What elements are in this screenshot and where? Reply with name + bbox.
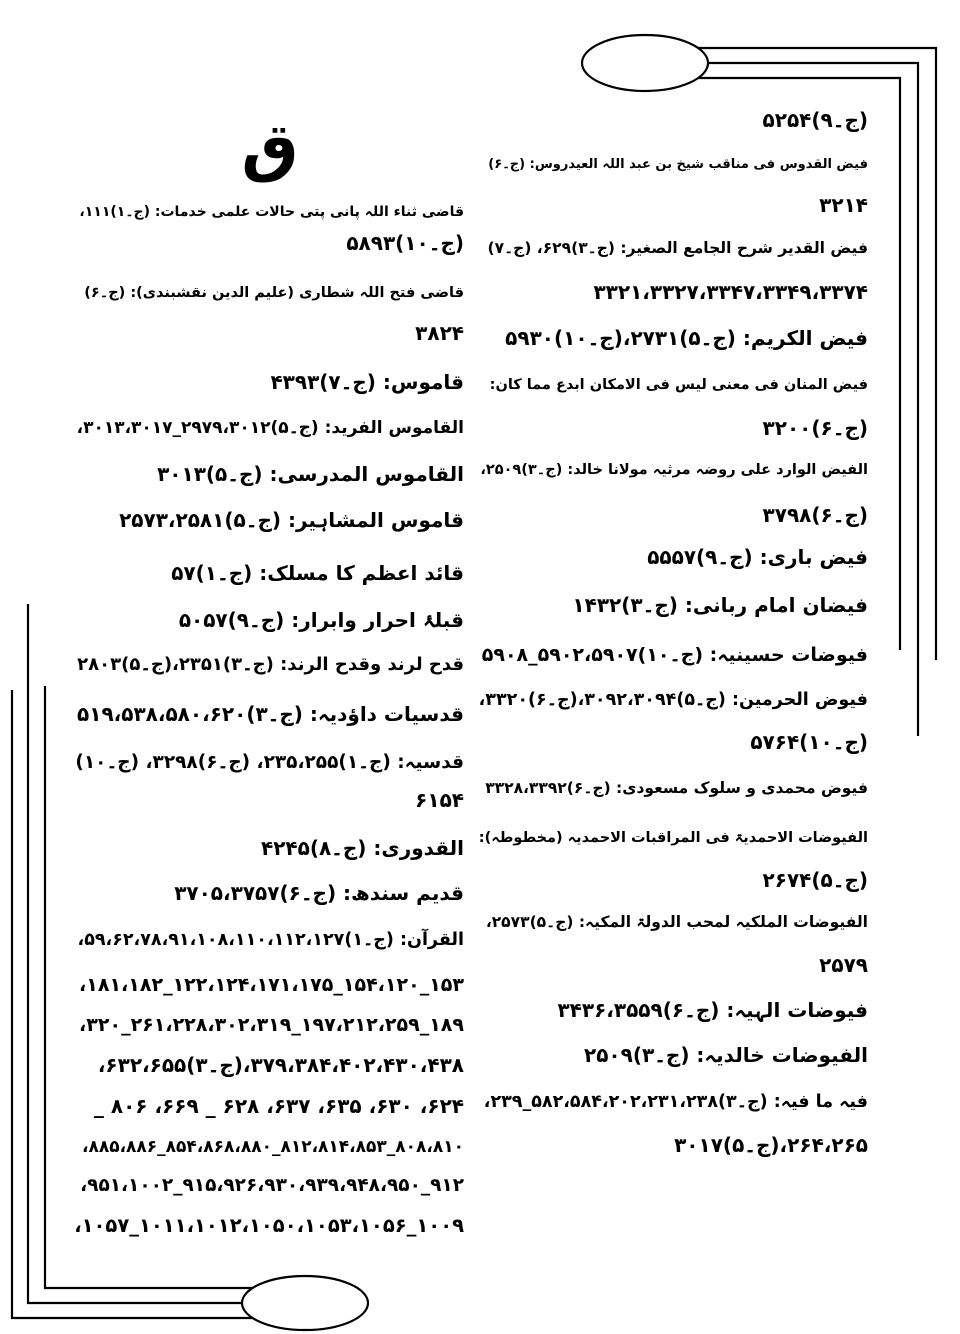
- index-entry-line: ۳۸۲۴: [415, 321, 464, 345]
- index-entry-line: ۳۳۲۱،۳۳۲۷،۳۳۴۷،۳۳۴۹،۳۳۷۴: [593, 280, 868, 304]
- index-entry-line: (ج۔۵)۲۶۷۴: [762, 868, 868, 892]
- index-entry-line: قاضی فتح اللہ شطاری (علیم الدین نقشبندی): (ج۔۶): [84, 285, 464, 301]
- index-entry-line: قدسیہ: (ج۔۱)۲۳۵،۲۵۵، (ج۔۶)۳۲۹۸، (ج۔۱۰): [75, 752, 464, 773]
- index-entry-line: فیض باری: (ج۔۹)۵۵۵۷: [647, 545, 868, 569]
- index-entry-line: القرآن: (ج۔۱)۵۹،۶۲،۷۸،۹۱،۱۰۸،۱۱۰،۱۱۲،۱۲۷،: [77, 930, 464, 950]
- index-entry-line: قدسیات داؤدیہ: (ج۔۳)۵۱۹،۵۳۸،۵۸۰،۶۲۰: [77, 702, 464, 726]
- index-entry-line: ۳۷۹،۳۸۴،۴۰۲،۴۳۰،۴۳۸،(ج۔۳)۶۳۲،۶۵۵،: [97, 1053, 464, 1077]
- index-entry-line: (ج۔۱۰)۵۸۹۳: [346, 231, 464, 255]
- index-entry-line: قاموس: (ج۔۷)۴۳۹۳: [270, 370, 464, 394]
- index-entry-line: فیوضات الہیہ: (ج۔۶)۳۴۳۶،۳۵۵۹: [557, 998, 868, 1022]
- index-entry-line: الفیوضات الاحمدیۃ فی المراقبات الاحمدیہ (مخطوطہ):: [478, 830, 868, 846]
- index-entry-line: قاضی ثناء اللہ پانی پتی حالات علمی خدمات: (ج۔۱)۱۱۱،: [79, 204, 464, 220]
- index-entry-line: فیہ ما فیہ: (ج۔۳)۵۸۲،۵۸۴،۲۰۲،۲۳۱،۲۳۸_۲۳۹،: [483, 1092, 868, 1112]
- index-entry-line: ۶۱۵۴: [415, 788, 464, 812]
- index-entry-line: الفیوضات خالدیہ: (ج۔۳)۲۵۰۹: [584, 1043, 868, 1067]
- index-entry-line: (ج۔۹)۵۲۵۴: [762, 108, 868, 132]
- index-entry-line: ۲۶۴،۲۶۵،(ج۔۵)۳۰۱۷: [674, 1133, 868, 1157]
- index-entry-line: ۹۱۲_۹۱۵،۹۲۶،۹۳۰،۹۳۹،۹۴۸،۹۵۰_۹۵۱،۱۰۰۲،: [80, 1175, 464, 1196]
- index-entry-line: ۱۵۳_۱۵۴،۱۲۰_۱۲۲،۱۲۴،۱۷۱،۱۷۵_۱۸۱،۱۸۲،: [79, 974, 464, 996]
- index-entry-line: ۱۰۰۹_۱۰۱۱،۱۰۱۲،۱۰۵۰،۱۰۵۳،۱۰۵۶_۱۰۵۷،: [74, 1214, 464, 1237]
- index-entry-line: فیوض محمدی و سلوک مسعودی: (ج۔۶)۳۳۲۸،۳۳۹۲: [485, 779, 868, 797]
- index-entry-line: ۸۰۸،۸۱۰_۸۱۲،۸۱۴،۸۵۳_۸۵۴،۸۶۸،۸۸۰_۸۸۵،۸۸۶،: [81, 1137, 464, 1157]
- index-entry-line: القدوری: (ج۔۸)۴۲۴۵: [260, 836, 464, 860]
- index-entry-line: (ج۔۶)۳۲۰۰: [762, 416, 868, 440]
- index-entry-line: فیض الکریم: (ج۔۵)۲۷۳۱،(ج۔۱۰)۵۹۳۰: [505, 326, 868, 350]
- index-entry-line: قبلۂ احرار وابرار: (ج۔۹)۵۰۵۷: [178, 608, 464, 632]
- index-entry-line: ۳۲۱۴: [819, 193, 868, 217]
- index-entry-line: ۶۲۴، ۶۳۰، ۶۳۵، ۶۳۷، ۶۲۸ _ ۶۶۹، ۸۰۶ _: [93, 1094, 464, 1118]
- section-letter-heading: ق: [241, 111, 299, 185]
- right-index-column: [478, 0, 868, 1334]
- index-entry-line: قدح لرند وقدح الرند: (ج۔۳)۲۳۵۱،(ج۔۵)۲۸۰۳: [77, 654, 464, 675]
- index-entry-line: الفیوضات الملکیہ لمحب الدولۃ المکیہ: (ج۔۵)۲۵۷۳،: [485, 913, 868, 931]
- index-entry-line: فیضان امام ربانی: (ج۔۳)۱۴۳۲: [572, 593, 868, 617]
- index-entry-line: (ج۔۱۰)۵۷۶۴: [750, 730, 868, 754]
- left-index-column: [74, 0, 464, 1334]
- index-entry-line: القاموس المدرسی: (ج۔۵)۳۰۱۳: [157, 462, 464, 486]
- index-entry-line: فیض القدوس فی مناقب شیخ بن عبد اللہ العیدروس: (ج۔۶): [488, 157, 868, 172]
- index-entry-line: قائد اعظم کا مسلک: (ج۔۱)۵۷: [171, 561, 464, 585]
- index-entry-line: فیوضات حسینیہ: (ج۔۱۰)۵۹۰۲،۵۹۰۷_۵۹۰۸: [481, 644, 868, 666]
- index-entry-line: فیوض الحرمین: (ج۔۵)۳۰۹۲،۳۰۹۴،(ج۔۶)۳۳۲۰،: [478, 690, 868, 710]
- index-entry-line: فیض المنان فی معنی لیس فی الامکان ابدع مما کان:: [489, 377, 868, 393]
- index-entry-line: الفیض الوارد علی روضہ مرثیہ مولانا خالد: (ج۔۳)۲۵۰۹،: [480, 462, 868, 478]
- index-entry-line: ۲۵۷۹: [819, 953, 868, 977]
- index-entry-line: فیض القدیر شرح الجامع الصغیر: (ج۔۳)۶۲۹، (ج۔۷): [487, 239, 868, 257]
- index-entry-line: قاموس المشاہیر: (ج۔۵)۲۵۷۳،۲۵۸۱: [119, 508, 464, 532]
- index-entry-line: القاموس الفرید: (ج۔۵)۲۹۷۹،۳۰۱۲_۳۰۱۳،۳۰۱۷،: [76, 418, 464, 438]
- index-entry-line: (ج۔۶)۳۷۹۸: [762, 503, 868, 527]
- index-entry-line: قدیم سندھ: (ج۔۶)۳۷۰۵،۳۷۵۷: [174, 881, 464, 905]
- index-entry-line: ۱۸۹_۱۹۷،۲۱۲،۲۵۹_۲۶۱،۲۲۸،۳۰۲،۳۱۹_۳۲۰،: [79, 1014, 464, 1036]
